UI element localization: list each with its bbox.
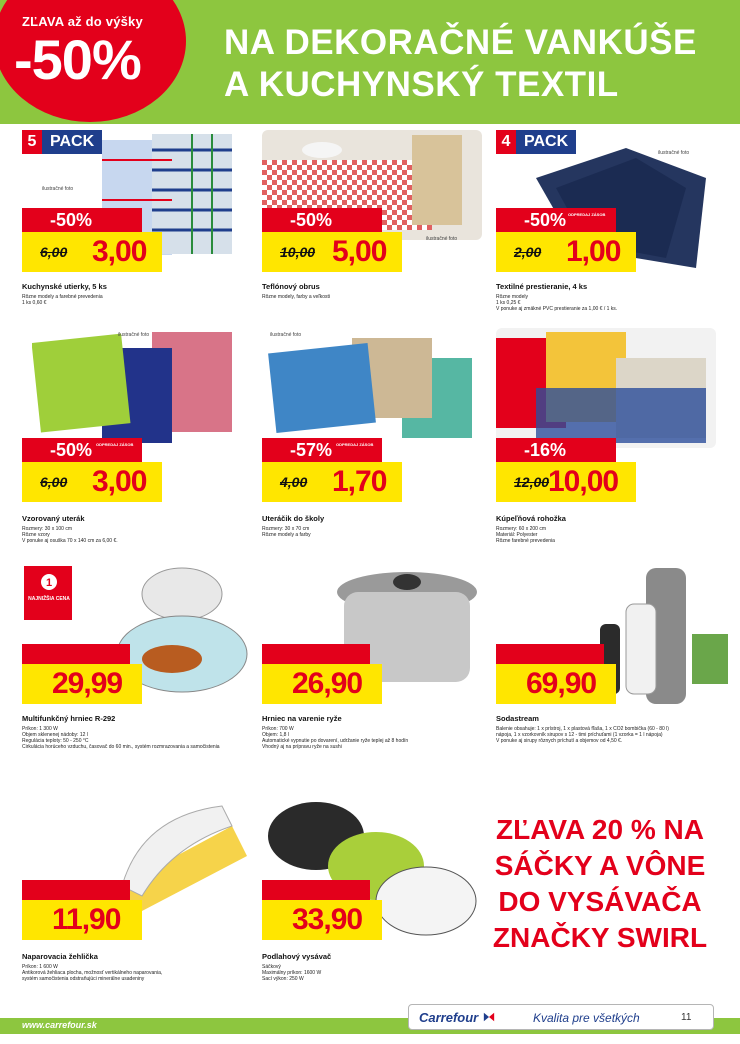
old-price: 6,00 bbox=[40, 244, 68, 260]
carrefour-icon bbox=[482, 1011, 496, 1023]
product-description: Rôzne modely, farby a veľkosti bbox=[262, 294, 331, 300]
badge-text: NAJNIŽŠIA CENA bbox=[28, 596, 70, 602]
pack-label: PACK bbox=[42, 130, 102, 154]
promo-line-2: SÁČKY A VÔNE bbox=[494, 850, 706, 881]
old-price: 10,00 bbox=[280, 244, 316, 260]
headline-line-2: A KUCHYNSKÝ TEXTIL bbox=[224, 65, 619, 104]
old-price: 12,00 bbox=[514, 474, 550, 490]
slogan: Kvalita pre všetkých bbox=[533, 1011, 640, 1025]
new-price: 5,00 bbox=[332, 235, 387, 268]
pack-badge bbox=[496, 130, 576, 154]
discount-top-label: ZĽAVA až do výšky bbox=[22, 14, 143, 29]
price-tab bbox=[262, 644, 370, 664]
old-price: 4,00 bbox=[280, 474, 308, 490]
illustrative-photo-note: ilustračné foto bbox=[42, 186, 74, 192]
product-description: Rozmery: 30 x 100 cm Rôzne vzory V ponuke aj osuška 70 x 140 cm za 6,00 €. bbox=[22, 526, 118, 544]
lowest-price-badge bbox=[22, 564, 74, 622]
footer bbox=[0, 1004, 740, 1044]
product-steam-iron[interactable] bbox=[22, 786, 262, 996]
discount-bar: -57% bbox=[262, 438, 382, 462]
towel-photo bbox=[32, 328, 242, 448]
website-link[interactable]: www.carrefour.sk bbox=[22, 1020, 97, 1030]
bath-mat-photo bbox=[496, 328, 716, 448]
product-sodastream[interactable] bbox=[496, 564, 736, 778]
illustrative-photo-note: ilustračné foto bbox=[270, 332, 302, 338]
price-tab bbox=[262, 880, 370, 900]
product-name: Naparovacia žehlička bbox=[22, 952, 98, 961]
badge-icon bbox=[39, 572, 59, 592]
clearance-note: ODPREDAJ ZÁSOB bbox=[96, 442, 134, 447]
price-band bbox=[22, 462, 162, 502]
pack-label: PACK bbox=[516, 130, 576, 154]
new-price: 1,00 bbox=[566, 235, 621, 268]
new-price: 29,99 bbox=[52, 667, 123, 700]
product-description: Rôzne modely a farebné prevedenia 1 ks 0,60 € bbox=[22, 294, 103, 306]
new-price: 69,90 bbox=[526, 667, 597, 700]
new-price: 26,90 bbox=[292, 667, 363, 700]
price-band bbox=[262, 462, 402, 502]
price-band bbox=[22, 900, 142, 940]
product-description: Príkon: 1 600 W Antikorová žehliaca plocha, možnosť vertikálneho naparovania, systém samočistenia odstraňujúci minerálne usadeniny bbox=[22, 964, 163, 982]
new-price: 10,00 bbox=[548, 465, 619, 498]
discount-bar: -50% bbox=[496, 208, 616, 232]
price-band bbox=[496, 664, 616, 704]
product-name: Uteráčik do školy bbox=[262, 514, 325, 523]
product-name: Kúpeľňová rohožka bbox=[496, 514, 566, 523]
product-description: Rozmery: 60 x 200 cm Materiál: Polyester Rôzne farebné prevedenia bbox=[496, 526, 555, 544]
price-tab bbox=[22, 644, 130, 664]
discount-value: -50% bbox=[14, 28, 141, 91]
new-price: 11,90 bbox=[52, 903, 121, 936]
header-banner bbox=[0, 0, 740, 124]
product-name: Podlahový vysávač bbox=[262, 952, 332, 961]
discount-bar: -50% bbox=[22, 438, 142, 462]
new-price: 3,00 bbox=[92, 465, 147, 498]
price-band bbox=[496, 462, 636, 502]
price-tab bbox=[496, 644, 604, 664]
product-description: Balenie obsahuje: 1 x prístroj, 1 x plastová fľaša, 1 x CO2 bombička (60 - 80 l) nápoja, 1 x vzorkovník sirupov s 12 - timi príchuťami (1 vzorka = 1 l nápoja) V ponuke aj sirupy rôznych príchutí a objemov od 4,50 €. bbox=[496, 726, 669, 744]
product-school-towel[interactable] bbox=[262, 328, 502, 560]
pack-count: 5 bbox=[22, 130, 42, 154]
brand-name: Carrefour bbox=[419, 1010, 479, 1025]
product-teflon-tablecloth[interactable] bbox=[262, 130, 502, 320]
pack-count: 4 bbox=[496, 130, 516, 154]
clearance-note: ODPREDAJ ZÁSOB bbox=[336, 442, 374, 447]
discount-bar: -50% bbox=[22, 208, 142, 232]
headline-line-1: NA DEKORAČNÉ VANKÚŠE bbox=[224, 23, 697, 62]
promo-line-4: ZNAČKY SWIRL bbox=[492, 922, 708, 953]
price-tab bbox=[22, 880, 130, 900]
product-name: Hrniec na varenie ryže bbox=[262, 714, 342, 723]
product-description: Príkon: 700 W Objem: 1,8 l Automatické vypnutie po dovarení, udržanie ryže teplej až 8 hodín Vhodný aj na prípravu ryže na sushi bbox=[262, 726, 409, 750]
discount-bar: -16% bbox=[496, 438, 616, 462]
price-band bbox=[22, 664, 142, 704]
old-price: 6,00 bbox=[40, 474, 68, 490]
price-band bbox=[262, 664, 382, 704]
product-patterned-towel[interactable] bbox=[22, 328, 262, 560]
old-price: 2,00 bbox=[514, 244, 542, 260]
product-kitchen-towels[interactable] bbox=[22, 130, 262, 320]
product-description: Rôzne modely 1 ks 0,25 € V ponuke aj zmäkné PVC prestieranie za 1,00 € / 1 ks. bbox=[496, 294, 618, 312]
new-price: 33,90 bbox=[292, 903, 363, 936]
discount-bar: -50% bbox=[262, 208, 382, 232]
product-name: Kuchynské utierky, 5 ks bbox=[22, 282, 107, 291]
product-name: Teflónový obrus bbox=[262, 282, 320, 291]
product-multifunction-pot[interactable] bbox=[22, 564, 262, 778]
swirl-promo bbox=[480, 812, 720, 956]
product-description: Rozmery: 30 x 70 cm Rôzne modely a farby bbox=[262, 526, 311, 538]
product-vacuum-cleaner[interactable] bbox=[262, 786, 502, 996]
illustrative-photo-note: ilustračné foto bbox=[426, 236, 458, 242]
product-rice-cooker[interactable] bbox=[262, 564, 502, 778]
new-price: 1,70 bbox=[332, 465, 387, 498]
school-towel-photo bbox=[262, 328, 482, 448]
clearance-note: ODPREDAJ ZÁSOB bbox=[568, 212, 606, 217]
product-description: Sáčkový Maximálny príkon: 1600 W Sací výkon: 250 W bbox=[262, 964, 322, 982]
new-price: 3,00 bbox=[92, 235, 147, 268]
product-name: Vzorovaný uterák bbox=[22, 514, 85, 523]
price-band bbox=[262, 232, 402, 272]
product-name: Sodastream bbox=[496, 714, 539, 723]
price-band bbox=[22, 232, 162, 272]
illustrative-photo-note: ilustračné foto bbox=[658, 150, 690, 156]
product-bath-mat[interactable] bbox=[496, 328, 736, 560]
carrefour-logo bbox=[419, 1010, 496, 1025]
brand-box bbox=[408, 1004, 714, 1030]
headline bbox=[224, 22, 697, 106]
product-description: Príkon: 1 300 W Objem sklenenej nádoby: 12 l Regulácia teploty: 50 - 250 °C Cirkulácia horúceho vzduchu, časovač do 60 min., systém rozmrazovania a samočistenia bbox=[22, 726, 220, 750]
product-textile-placemats[interactable] bbox=[496, 130, 736, 320]
product-name: Textilné prestieranie, 4 ks bbox=[496, 282, 588, 291]
price-band bbox=[496, 232, 636, 272]
sodastream-photo bbox=[596, 564, 732, 708]
svg-text:1: 1 bbox=[45, 577, 53, 589]
promo-line-3: DO VYSÁVAČA bbox=[498, 886, 702, 917]
promo-line-1: ZĽAVA 20 % NA bbox=[496, 814, 704, 845]
page-number: 11 bbox=[681, 1012, 692, 1023]
product-name: Multifunkčný hrniec R-292 bbox=[22, 714, 116, 723]
illustrative-photo-note: ilustračné foto bbox=[118, 332, 150, 338]
pack-badge bbox=[22, 130, 102, 154]
price-band bbox=[262, 900, 382, 940]
